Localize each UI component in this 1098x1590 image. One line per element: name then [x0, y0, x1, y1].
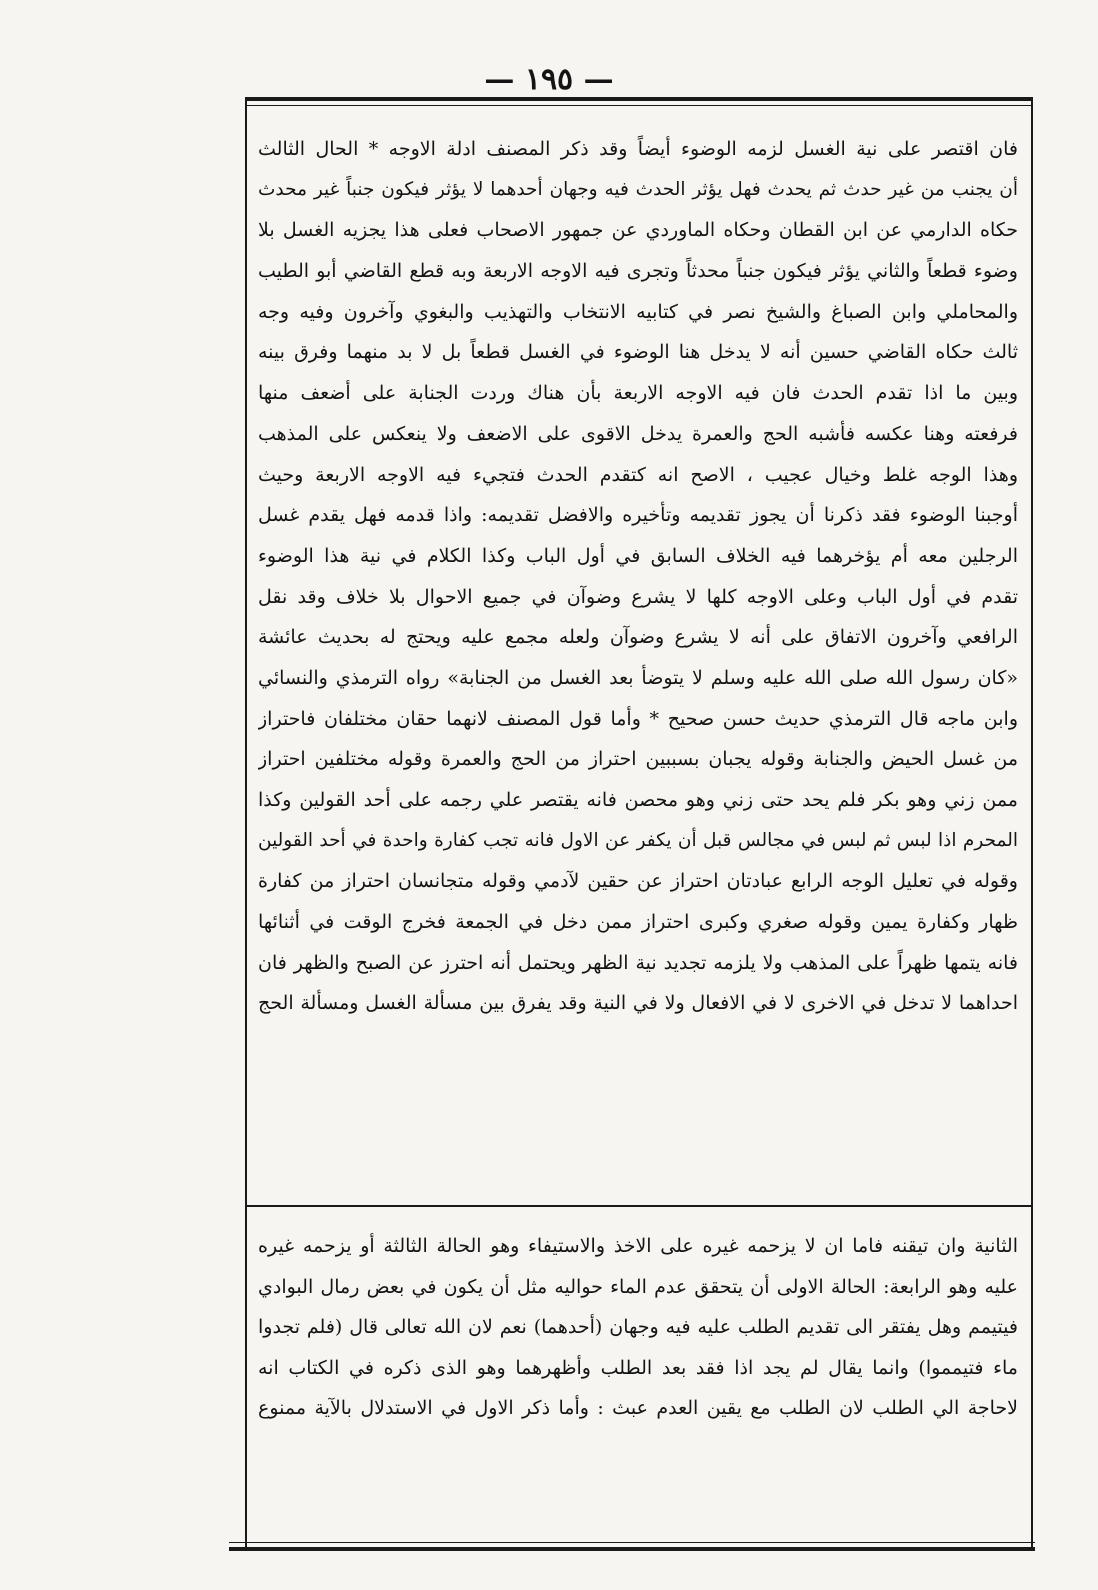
text-line: فرفعته وهنا عكسه فأشبه الحج والعمرة يدخل الاقوى على الاضعف ولا ينعكس على المذهب [258, 422, 1018, 445]
text-line: لاحاجة الي الطلب لان الطلب مع يقين العدم عبث : وأما ذكر الاول في الاستدلال بالآية ممنوع [258, 1397, 1018, 1419]
text-line: وضوء قطعاً والثاني يؤثر فيكون جنباً محدثاً وتجرى فيه الاوجه الاربعة وبه قطع القاضي أبو الطيب [258, 260, 1018, 283]
top-double-rule [245, 97, 1033, 106]
text-line: فانه يتمها ظهراً على المذهب ولا يلزمه تجديد نية الظهر ويحتمل أنه احترز عن الصبح والظهر فان [258, 951, 1018, 974]
bottom-double-rule [229, 1542, 1035, 1551]
text-line: ثالث حكاه القاضي حسين أنه لا يدخل هنا الوضوء في الغسل قطعاً بل لا بد منهما وفرق بينه [258, 341, 1018, 364]
text-line: فيتيمم وهل يفتقر الى تقديم الطلب عليه فيه وجهان (أحدهما) نعم لان الله تعالى قال (فلم تجدوا [258, 1316, 1018, 1338]
footnote-text-block [258, 1226, 1018, 1429]
text-line: وبين ما اذا تقدم الحدث فان فيه الاوجه الاربعة بأن هناك وردت الجنابة على أضعف منها [258, 382, 1018, 405]
text-line: وقوله في تعليل الوجه الرابع عبادتان احتراز عن حقين لآدمي وقوله متجانسان احتراز من كفارة [258, 870, 1018, 893]
text-line: حكاه الدارمي عن ابن القطان وحكاه الماوردي عن جمهور الاصحاب فعلى هذا يجزيه الغسل بلا [258, 219, 1018, 242]
text-line: وهذا الوجه غلط وخيال عجيب ، الاصح انه كتقدم الحدث فتجيء فيه الاوجه الاربعة وحيث [258, 463, 1018, 486]
text-line: احداهما لا تدخل في الاخرى لا في الافعال ولا في النية وقد يفرق بين مسألة الغسل ومسألة الحج [258, 992, 1018, 1015]
text-line: أوجبنا الوضوء فقد ذكرنا أن يجوز تقديمه وتأخيره والافضل تقديمه: واذا قدمه فهل يقدم غسل [258, 504, 1018, 527]
text-line: ظهار وكفارة يمين وقوله صغري وكبرى احتراز ممن دخل في الجمعة فخرج الوقت في أثنائها [258, 911, 1018, 934]
text-line: والمحاملي وابن الصباغ والشيخ نصر في كتابيه الانتخاب والتهذيب والبغوي وآخرون وفيه وجه [258, 300, 1018, 323]
text-line: وابن ماجه قال الترمذي حديث حسن صحيح * وأما قول المصنف لانهما حقان مختلفان فاحتراز [258, 707, 1018, 730]
text-line: الرجلين معه أم يؤخرهما فيه الخلاف السابق في أول الباب وكذا الكلام في نية هذا الوضوء [258, 544, 1018, 567]
text-line: أن يجنب من غير حدث ثم يحدث فهل يؤثر الحدث فيه وجهان أحدهما لا يؤثر فيكون جنباً غير محدث [258, 178, 1018, 200]
main-text-block [258, 129, 1018, 1024]
text-line: الرافعي وآخرون الاتفاق على أنه لا يشرع وضوآن ولعله مجمع عليه ويحتج له بحديث عائشة [258, 626, 1018, 649]
text-line: تقدم في أول الباب وعلى الاوجه كلها لا يشرع وضوآن في جميع الاحوال بلا خلاف وقد نقل [258, 585, 1018, 608]
text-line: من غسل الحيض والجنابة وقوله يجبان بسببين احتراز من الحج والعمرة وقوله مختلفين احتراز [258, 748, 1018, 771]
text-line: ممن زني وهو بكر فلم يحد حتى زني وهو محصن فانه يقتصر علي رجمه على أحد القولين وكذا [258, 789, 1018, 811]
text-line: الثانية وان تيقنه فاما ان لا يزحمه غيره على الاخذ والاستيفاء وهو الحالة الثالثة أو يزحمه غيره [258, 1235, 1018, 1257]
footnote-divider [245, 1205, 1033, 1207]
text-line: المحرم اذا لبس ثم لبس في مجالس قبل أن يكفر عن الاول فانه تجب كفارة واحدة في أحد القولين [258, 829, 1018, 851]
text-line: فان اقتصر على نية الغسل لزمه الوضوء أيضاً وقد ذكر المصنف ادلة الاوجه * الحال الثالث [258, 138, 1018, 160]
text-line: «كان رسول الله صلى الله عليه وسلم لا يتوضأ بعد الغسل من الجنابة» رواه الترمذي والنسائي [258, 666, 1018, 689]
page-number: — ١٩٥ — [484, 62, 614, 97]
text-line: ماء فتيمموا) وانما يقال لم يجد اذا فقد بعد الطلب وأظهرهما وهو الذى ذكره في الكتاب انه [258, 1356, 1018, 1379]
text-line: عليه وهو الرابعة: الحالة الاولى أن يتحقق عدم الماء حواليه مثل أن يكون في بعض رمال البوادي [258, 1275, 1018, 1298]
